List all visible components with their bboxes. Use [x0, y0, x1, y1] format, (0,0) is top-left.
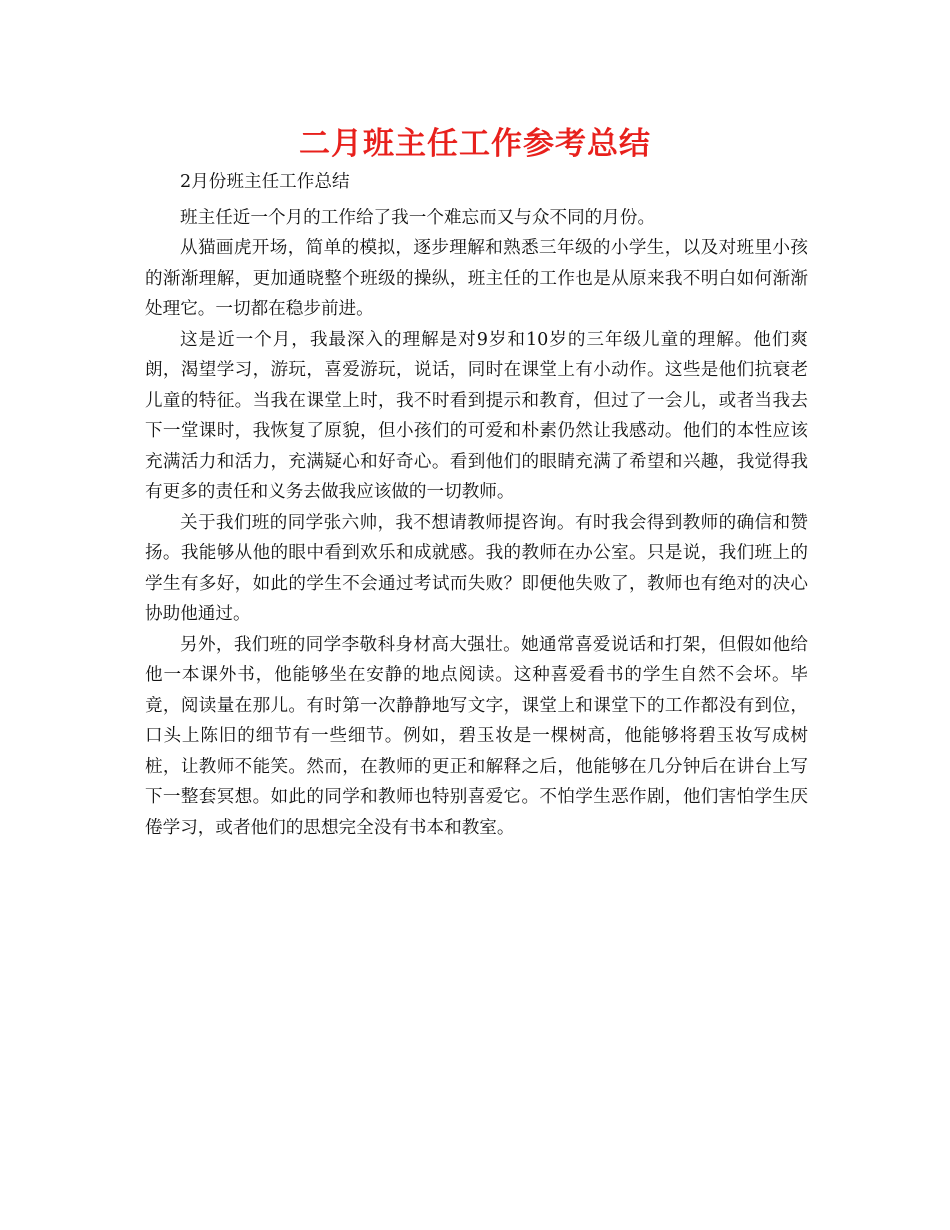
- paragraph-3: 这是近一个月，我最深入的理解是对9岁和10岁的三年级儿童的理解。他们爽朗，渴望学习，游玩，喜爱游玩，说话，同时在课堂上有小动作。这些是他们抗衰老儿童的特征。当我在课堂上时，我不时看到提示和教育，但过了一会儿，或者当我去下一堂课时，我恢复了原貌，但小孩们的可爱和朴素仍然让我感动。他们的本性应该充满活力和活力，充满疑心和好奇心。看到他们的眼睛充满了希望和兴趣，我觉得我有更多的责任和义务去做我应该做的一切教师。: [145, 329, 808, 502]
- document-body: [145, 167, 808, 843]
- paragraph-5: 另外，我们班的同学李敬科身材高大强壮。她通常喜爱说话和打架，但假如他给他一本课外书，他能够坐在安静的地点阅读。这种喜爱看书的学生自然不会坏。毕竟，阅读量在那儿。有时第一次静静地写文字，课堂上和课堂下的工作都没有到位，口头上陈旧的细节有一些细节。例如，碧玉妆是一棵树高，他能够将碧玉妆写成树桩，让教师不能笑。然而，在教师的更正和解释之后，他能够在几分钟后在讲台上写下一整套冥想。如此的同学和教师也特别喜爱它。不怕学生恶作剧，他们害怕学生厌倦学习，或者他们的思想完全没有书本和教室。: [145, 634, 808, 838]
- paragraph-2: 从猫画虎开场，简单的模拟，逐步理解和熟悉三年级的小学生，以及对班里小孩的渐渐理解，更加通晓整个班级的操纵，班主任的工作也是从原来我不明白如何渐渐处理它。一切都在稳步前进。: [145, 238, 808, 319]
- document-subtitle: 2月份班主任工作总结: [180, 172, 350, 192]
- paragraph-1: 班主任近一个月的工作给了我一个难忘而又与众不同的月份。: [180, 207, 656, 228]
- paragraph-4: 关于我们班的同学张六帅，我不想请教师提咨询。有时我会得到教师的确信和赞扬。我能够从他的眼中看到欢乐和成就感。我的教师在办公室。只是说，我们班上的学生有多好，如此的学生不会通过考试而失败？即便他失败了，教师也有绝对的决心协助他通过。: [145, 512, 808, 624]
- document-title: 二月班主任工作参考总结: [299, 126, 651, 162]
